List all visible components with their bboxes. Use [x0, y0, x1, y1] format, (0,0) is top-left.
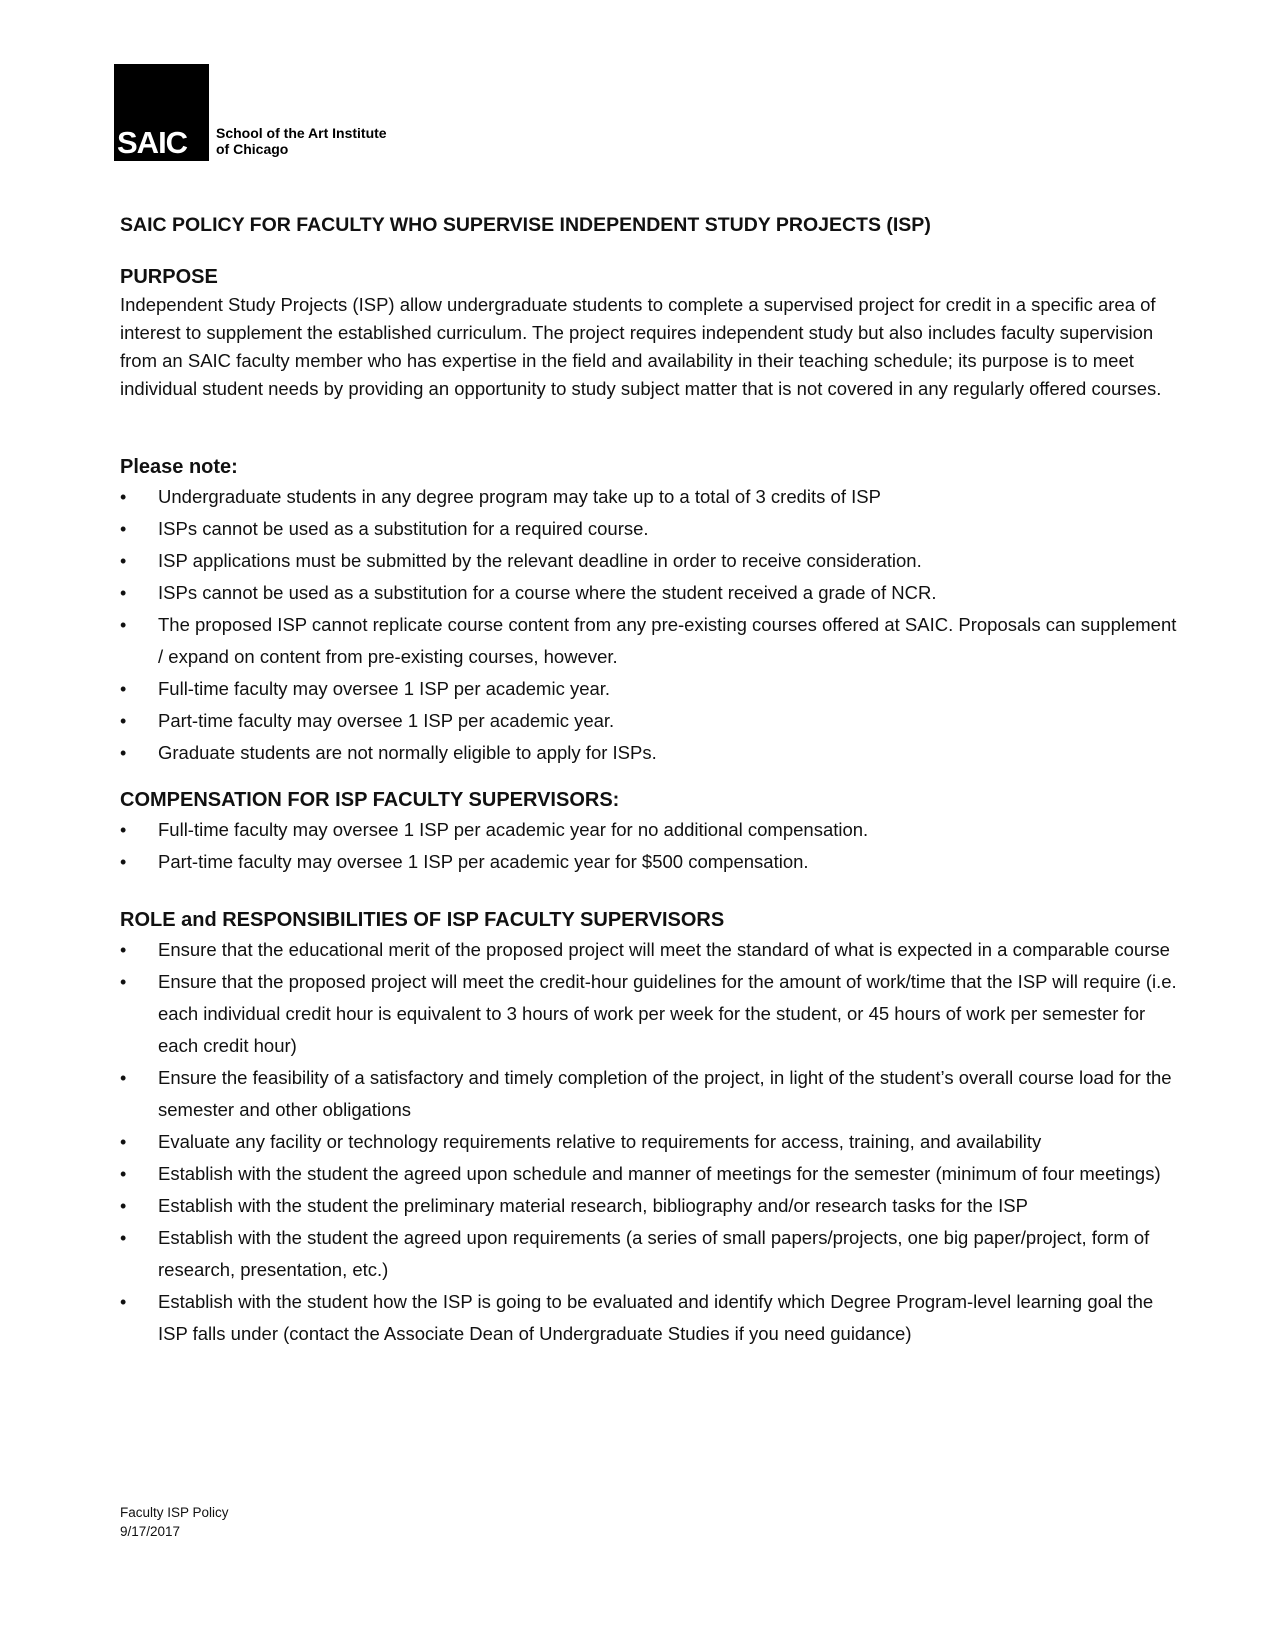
list-item-text: Full-time faculty may oversee 1 ISP per academic year.: [158, 678, 611, 699]
list-item-text: ISPs cannot be used as a substitution for a course where the student received a grade of NCR.: [158, 582, 937, 603]
bullet-icon: •: [120, 1228, 127, 1248]
page-footer: [120, 1503, 229, 1541]
bullet-icon: •: [120, 711, 127, 731]
list-item: [120, 1190, 1180, 1222]
list-item-text: Establish with the student the preliminary material research, bibliography and/or research tasks for the ISP: [158, 1195, 1028, 1216]
note-list: [120, 481, 1180, 769]
roles-section: [120, 906, 1180, 1350]
list-item: [120, 934, 1180, 966]
list-item-text: Ensure the feasibility of a satisfactory and timely completion of the project, in light of the student’s overall course load for the semester and other obligations: [158, 1067, 1172, 1120]
bullet-icon: •: [120, 679, 127, 699]
list-item-text: ISPs cannot be used as a substitution for a required course.: [158, 518, 649, 539]
compensation-list: [120, 814, 1180, 878]
bullet-icon: •: [120, 972, 127, 992]
bullet-icon: •: [120, 583, 127, 603]
saic-logo-mark: [114, 64, 209, 161]
list-item-text: Part-time faculty may oversee 1 ISP per academic year for $500 compensation.: [158, 851, 809, 872]
list-item: [120, 577, 1180, 609]
list-item: [120, 705, 1180, 737]
roles-list: [120, 934, 1180, 1350]
list-item: [120, 737, 1180, 769]
saic-logo: [114, 64, 387, 161]
saic-logo-letters: SAIC: [117, 125, 188, 160]
list-item: [120, 673, 1180, 705]
note-heading: Please note:: [120, 456, 238, 478]
list-item: [120, 966, 1180, 1062]
document-title: SAIC POLICY FOR FACULTY WHO SUPERVISE INDEPENDENT STUDY PROJECTS (ISP): [120, 214, 931, 236]
list-item: [120, 1286, 1180, 1350]
list-item-text: Establish with the student the agreed upon schedule and manner of meetings for the semester (minimum of four meetings): [158, 1163, 1161, 1184]
bullet-icon: •: [120, 820, 127, 840]
list-item: [120, 1158, 1180, 1190]
bullet-icon: •: [120, 1196, 127, 1216]
list-item-text: Establish with the student the agreed upon requirements (a series of small papers/projects, one big paper/project, form of research, presentation, etc.): [158, 1227, 1150, 1280]
list-item-text: Undergraduate students in any degree program may take up to a total of 3 credits of ISP: [158, 486, 881, 507]
list-item: [120, 814, 1180, 846]
list-item-text: The proposed ISP cannot replicate course content from any pre-existing courses offered at SAIC. Proposals can supplement / expand on content from pre-existing courses, however.: [158, 614, 1177, 667]
bullet-icon: •: [120, 487, 127, 507]
note-section: [120, 453, 1180, 769]
list-item: [120, 846, 1180, 878]
list-item: [120, 513, 1180, 545]
bullet-icon: •: [120, 852, 127, 872]
purpose-heading: PURPOSE: [120, 266, 218, 288]
list-item: [120, 545, 1180, 577]
roles-heading: ROLE and RESPONSIBILITIES OF ISP FACULTY SUPERVISORS: [120, 909, 725, 931]
bullet-icon: •: [120, 940, 127, 960]
bullet-icon: •: [120, 519, 127, 539]
footer-date: 9/17/2017: [120, 1524, 181, 1539]
list-item-text: Part-time faculty may oversee 1 ISP per academic year.: [158, 710, 615, 731]
saic-logo-name: [216, 125, 387, 157]
logo-name-line1: School of the Art Institute: [216, 125, 387, 141]
bullet-icon: •: [120, 615, 127, 635]
list-item-text: Graduate students are not normally eligible to apply for ISPs.: [158, 742, 657, 763]
list-item: [120, 1126, 1180, 1158]
bullet-icon: •: [120, 1292, 127, 1312]
bullet-icon: •: [120, 1132, 127, 1152]
list-item-text: Ensure that the proposed project will meet the credit-hour guidelines for the amount of work/time that the ISP will require (i.e. each individual credit hour is equivalent to 3 hours of work per week for the student, or 45 hours of work per semester for each credit hour): [158, 971, 1177, 1056]
logo-name-line2: of Chicago: [216, 141, 289, 157]
compensation-section: [120, 786, 1180, 878]
purpose-text: Independent Study Projects (ISP) allow undergraduate students to complete a supervised project for credit in a specific area of interest to supplement the established curriculum. The project requires independent study but also includes faculty supervision from an SAIC faculty member who has expertise in the field and availability in their teaching schedule; its purpose is to meet individual student needs by providing an opportunity to study subject matter that is not covered in any regularly offered courses.: [120, 294, 1162, 399]
list-item: [120, 1222, 1180, 1286]
bullet-icon: •: [120, 551, 127, 571]
footer-doc-name: Faculty ISP Policy: [120, 1505, 229, 1520]
list-item-text: Evaluate any facility or technology requirements relative to requirements for access, training, and availability: [158, 1131, 1042, 1152]
bullet-icon: •: [120, 743, 127, 763]
bullet-icon: •: [120, 1068, 127, 1088]
bullet-icon: •: [120, 1164, 127, 1184]
list-item-text: ISP applications must be submitted by the relevant deadline in order to receive consideration.: [158, 550, 922, 571]
list-item: [120, 609, 1180, 673]
list-item-text: Ensure that the educational merit of the proposed project will meet the standard of what is expected in a comparable course: [158, 939, 1170, 960]
list-item: [120, 1062, 1180, 1126]
list-item-text: Establish with the student how the ISP is going to be evaluated and identify which Degree Program-level learning goal the ISP falls under (contact the Associate Dean of Undergraduate Studies if you need guidance): [158, 1291, 1154, 1344]
compensation-heading: COMPENSATION FOR ISP FACULTY SUPERVISORS:: [120, 789, 620, 811]
purpose-section: [120, 263, 1180, 403]
list-item-text: Full-time faculty may oversee 1 ISP per academic year for no additional compensation.: [158, 819, 869, 840]
list-item: [120, 481, 1180, 513]
